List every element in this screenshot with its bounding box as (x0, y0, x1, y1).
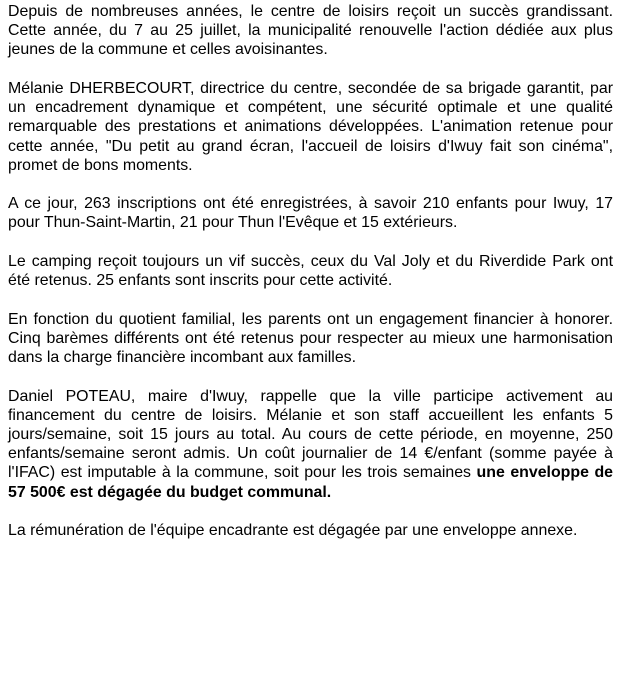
paragraph-registrations: A ce jour, 263 inscriptions ont été enregistrées, à savoir 210 enfants pour Iwuy, 17 pour Thun-Saint-Martin, 21 pour Thun l'Evêque et 15 extérieurs. (8, 195, 613, 232)
document-body (8, 2, 613, 540)
paragraph-intro: Depuis de nombreuses années, le centre de loisirs reçoit un succès grandissant. Cette année, du 7 au 25 juillet, la municipalité renouvelle l'action dédiée aux plus jeunes de la commune et celles avoisinantes. (8, 3, 613, 59)
paragraph-camping: Le camping reçoit toujours un vif succès, ceux du Val Joly et du Riverdide Park ont été retenus. 25 enfants sont inscrits pour cette activité. (8, 252, 613, 290)
paragraph-director: Mélanie DHERBECOURT, directrice du centre, secondée de sa brigade garantit, par un encadrement dynamique et compétent, une sécurité optimale et une qualité remarquable des prestations et animations développées. L'animation retenue pour cette année, "Du petit au grand écran, l'accueil de loisirs d'Iwuy fait son cinéma", promet de bons moments. (8, 79, 613, 174)
budget-highlight: une enveloppe de 57 500€ est dégagée du budget communal. (8, 464, 614, 501)
paragraph-mayor (8, 387, 613, 502)
paragraph-staff-pay: La rémunération de l'équipe encadrante est dégagée par une enveloppe annexe. (8, 522, 578, 540)
paragraph-mayor-text: Daniel POTEAU, maire d'Iwuy, rappelle que la ville participe activement au financement du centre de loisirs. Mélanie et son staff accueillent les enfants 5 jours/semaine, soit 15 jours au total. Au cours de cette période, en moyenne, 250 enfants/semaine seront admis. Un coût journalier de 14 €/enfant (somme payée à l'IFAC) est imputable à la commune, soit pour les trois semaines (8, 387, 613, 482)
paragraph-financial: En fonction du quotient familial, les parents ont un engagement financier à honorer. Cinq barèmes différents ont été retenus pour respecter au mieux une harmonisation dans la charge financière incombant aux familles. (8, 310, 613, 367)
